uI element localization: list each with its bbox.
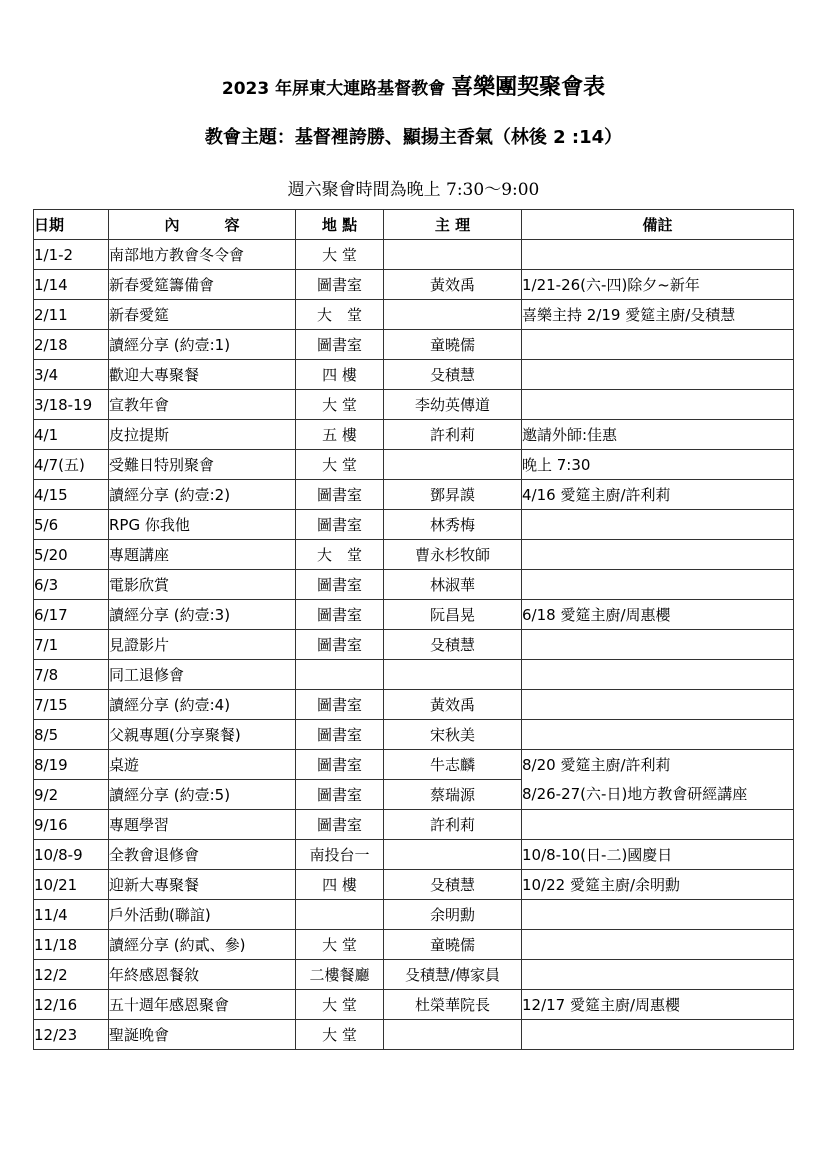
page-title-schedule: 喜樂團契聚會表	[451, 75, 606, 100]
table-row	[34, 540, 794, 570]
table-row	[34, 330, 794, 360]
cell-place: 圖書室	[296, 600, 384, 630]
cell-content: 受難日特別聚會	[109, 450, 296, 480]
cell-note: 10/8-10(日-二)國慶日	[522, 840, 794, 870]
cell-host: 殳積慧	[384, 360, 522, 390]
cell-host: 蔡瑞源	[384, 780, 522, 810]
cell-content: 讀經分享 (約壹:2)	[109, 480, 296, 510]
cell-place: 二樓餐廳	[296, 960, 384, 990]
cell-note	[522, 690, 794, 720]
cell-date: 7/15	[34, 690, 109, 720]
cell-host	[384, 1020, 522, 1050]
cell-content: 見證影片	[109, 630, 296, 660]
cell-place: 圖書室	[296, 270, 384, 300]
cell-place	[296, 900, 384, 930]
cell-note: 6/18 愛筵主廚/周惠櫻	[522, 600, 794, 630]
cell-content: 戶外活動(聯誼)	[109, 900, 296, 930]
cell-date: 9/2	[34, 780, 109, 810]
table-row	[34, 690, 794, 720]
church-theme: 教會主題：基督裡誇勝、顯揚主香氣（林後 2 :14）	[204, 127, 623, 148]
cell-date: 1/1-2	[34, 240, 109, 270]
cell-note	[522, 330, 794, 360]
table-row	[34, 870, 794, 900]
table-row	[34, 480, 794, 510]
cell-place: 大 堂	[296, 390, 384, 420]
cell-date: 1/14	[34, 270, 109, 300]
cell-note	[522, 360, 794, 390]
cell-note: 12/17 愛筵主廚/周惠櫻	[522, 990, 794, 1020]
table-header-row	[34, 210, 794, 240]
header-host: 主 理	[384, 210, 522, 240]
cell-content: 年終感恩餐敘	[109, 960, 296, 990]
page-title-church: 2023 年屏東大連路基督教會	[221, 79, 446, 99]
cell-place: 圖書室	[296, 630, 384, 660]
cell-place: 大 堂	[296, 990, 384, 1020]
cell-host: 宋秋美	[384, 720, 522, 750]
cell-place: 圖書室	[296, 690, 384, 720]
cell-content: 皮拉提斯	[109, 420, 296, 450]
cell-host: 許利莉	[384, 420, 522, 450]
cell-note	[522, 570, 794, 600]
cell-host: 童曉儒	[384, 330, 522, 360]
cell-content: 迎新大專聚餐	[109, 870, 296, 900]
cell-content: 新春愛筵	[109, 300, 296, 330]
meeting-time: 週六聚會時間為晚上 7:30〜9:00	[287, 180, 540, 200]
table-row	[34, 900, 794, 930]
cell-date: 8/5	[34, 720, 109, 750]
page-title	[0, 70, 827, 101]
cell-note	[522, 660, 794, 690]
table-row	[34, 240, 794, 270]
cell-content: 宣教年會	[109, 390, 296, 420]
cell-note: 10/22 愛筵主廚/余明勳	[522, 870, 794, 900]
table-row	[34, 420, 794, 450]
cell-place	[296, 660, 384, 690]
cell-date: 6/17	[34, 600, 109, 630]
cell-host	[384, 450, 522, 480]
cell-host: 黃效禹	[384, 270, 522, 300]
table-row	[34, 270, 794, 300]
cell-date: 5/20	[34, 540, 109, 570]
cell-content: 讀經分享 (約貳、參)	[109, 930, 296, 960]
cell-note	[522, 750, 794, 810]
cell-note	[522, 240, 794, 270]
cell-note	[522, 390, 794, 420]
cell-content: 五十週年感恩聚會	[109, 990, 296, 1020]
cell-note: 4/16 愛筵主廚/許利莉	[522, 480, 794, 510]
table-row	[34, 630, 794, 660]
cell-note	[522, 510, 794, 540]
table-row	[34, 390, 794, 420]
cell-place: 大 堂	[296, 1020, 384, 1050]
cell-host: 殳積慧	[384, 870, 522, 900]
table-row	[34, 450, 794, 480]
cell-date: 9/16	[34, 810, 109, 840]
cell-host: 黃效禹	[384, 690, 522, 720]
cell-content: 南部地方教會冬令會	[109, 240, 296, 270]
cell-content: 專題學習	[109, 810, 296, 840]
cell-content: 讀經分享 (約壹:1)	[109, 330, 296, 360]
cell-date: 6/3	[34, 570, 109, 600]
cell-host: 李幼英傳道	[384, 390, 522, 420]
cell-date: 11/4	[34, 900, 109, 930]
cell-date: 12/2	[34, 960, 109, 990]
cell-place: 圖書室	[296, 810, 384, 840]
cell-content: 讀經分享 (約壹:3)	[109, 600, 296, 630]
cell-content: 讀經分享 (約壹:5)	[109, 780, 296, 810]
cell-place: 四 樓	[296, 360, 384, 390]
table-row	[34, 1020, 794, 1050]
cell-note: 喜樂主持 2/19 愛筵主廚/殳積慧	[522, 300, 794, 330]
cell-date: 4/1	[34, 420, 109, 450]
table-row	[34, 750, 794, 780]
cell-place: 南投台一	[296, 840, 384, 870]
header-date: 日期	[34, 210, 109, 240]
cell-date: 11/18	[34, 930, 109, 960]
table-row	[34, 990, 794, 1020]
cell-place: 圖書室	[296, 510, 384, 540]
table-row	[34, 300, 794, 330]
cell-host	[384, 660, 522, 690]
cell-note: 晚上 7:30	[522, 450, 794, 480]
cell-note	[522, 630, 794, 660]
cell-host: 牛志麟	[384, 750, 522, 780]
cell-host: 林秀梅	[384, 510, 522, 540]
cell-date: 4/7(五)	[34, 450, 109, 480]
cell-content: 讀經分享 (約壹:4)	[109, 690, 296, 720]
cell-content: 新春愛筵籌備會	[109, 270, 296, 300]
cell-place: 大 堂	[296, 240, 384, 270]
cell-place: 圖書室	[296, 720, 384, 750]
cell-date: 2/18	[34, 330, 109, 360]
cell-note	[522, 720, 794, 750]
cell-note	[522, 540, 794, 570]
cell-date: 8/19	[34, 750, 109, 780]
cell-place: 圖書室	[296, 780, 384, 810]
cell-place: 大 堂	[296, 450, 384, 480]
cell-note: 邀請外師:佳惠	[522, 420, 794, 450]
table-row	[34, 510, 794, 540]
cell-date: 3/18-19	[34, 390, 109, 420]
cell-date: 5/6	[34, 510, 109, 540]
cell-host: 許利莉	[384, 810, 522, 840]
table-row	[34, 810, 794, 840]
cell-note	[522, 1020, 794, 1050]
table-row	[34, 960, 794, 990]
merged-note-line: 8/26-27(六-日)地方教會研經講座	[522, 784, 748, 803]
cell-place: 圖書室	[296, 750, 384, 780]
cell-host: 杜榮華院長	[384, 990, 522, 1020]
cell-date: 3/4	[34, 360, 109, 390]
cell-date: 10/21	[34, 870, 109, 900]
cell-content: RPG 你我他	[109, 510, 296, 540]
cell-date: 2/11	[34, 300, 109, 330]
table-row	[34, 600, 794, 630]
header-note: 備註	[522, 210, 794, 240]
cell-host: 余明勳	[384, 900, 522, 930]
cell-place: 大 堂	[296, 930, 384, 960]
cell-host	[384, 300, 522, 330]
table-row	[34, 840, 794, 870]
cell-date: 10/8-9	[34, 840, 109, 870]
cell-note	[522, 960, 794, 990]
merged-note-line: 8/20 愛筵主廚/許利莉	[522, 755, 671, 774]
cell-date: 4/15	[34, 480, 109, 510]
cell-host	[384, 840, 522, 870]
cell-host: 曹永杉牧師	[384, 540, 522, 570]
cell-content: 聖誕晚會	[109, 1020, 296, 1050]
cell-content: 全教會退修會	[109, 840, 296, 870]
cell-place: 圖書室	[296, 330, 384, 360]
table-row	[34, 660, 794, 690]
table-row	[34, 720, 794, 750]
cell-place: 五 樓	[296, 420, 384, 450]
cell-content: 電影欣賞	[109, 570, 296, 600]
cell-host: 阮昌晃	[384, 600, 522, 630]
cell-host: 殳積慧/傳家員	[384, 960, 522, 990]
cell-date: 12/16	[34, 990, 109, 1020]
cell-note	[522, 930, 794, 960]
cell-host: 鄧昇謨	[384, 480, 522, 510]
cell-note	[522, 810, 794, 840]
table-row	[34, 360, 794, 390]
cell-content: 桌遊	[109, 750, 296, 780]
cell-host: 殳積慧	[384, 630, 522, 660]
cell-date: 12/23	[34, 1020, 109, 1050]
cell-note: 1/21-26(六-四)除夕~新年	[522, 270, 794, 300]
header-place: 地 點	[296, 210, 384, 240]
table-row	[34, 570, 794, 600]
cell-content: 父親專題(分享聚餐)	[109, 720, 296, 750]
schedule-table	[33, 209, 794, 1050]
cell-host	[384, 240, 522, 270]
cell-content: 歡迎大專聚餐	[109, 360, 296, 390]
cell-content: 專題講座	[109, 540, 296, 570]
cell-place: 四 樓	[296, 870, 384, 900]
cell-place: 大 堂	[296, 300, 384, 330]
cell-note	[522, 900, 794, 930]
cell-content: 同工退修會	[109, 660, 296, 690]
cell-date: 7/1	[34, 630, 109, 660]
cell-place: 圖書室	[296, 480, 384, 510]
header-content: 內 容	[109, 210, 296, 240]
cell-date: 7/8	[34, 660, 109, 690]
cell-place: 圖書室	[296, 570, 384, 600]
cell-place: 大 堂	[296, 540, 384, 570]
cell-host: 林淑華	[384, 570, 522, 600]
table-row	[34, 930, 794, 960]
cell-host: 童曉儒	[384, 930, 522, 960]
